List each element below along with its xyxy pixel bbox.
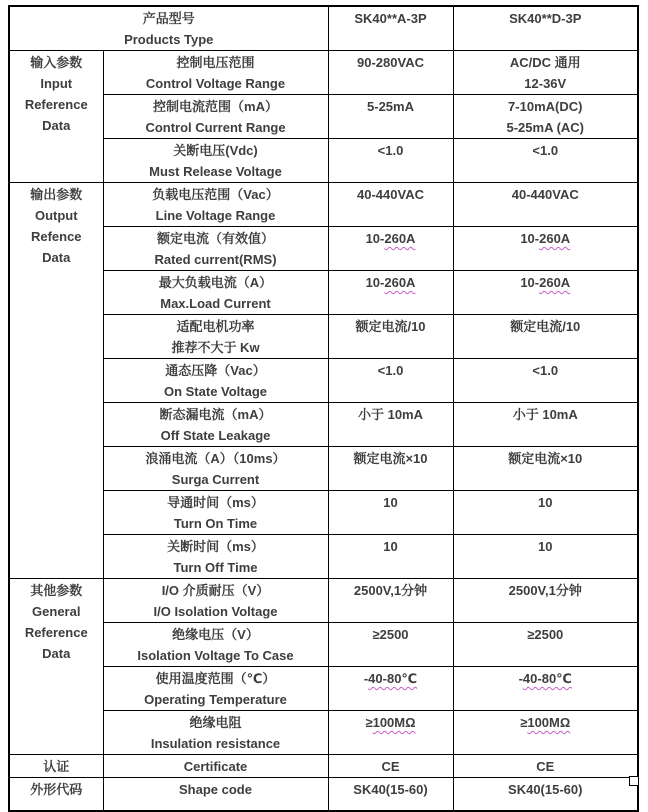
- value-cell-a: [328, 579, 453, 623]
- parameter-name-cell: [103, 535, 328, 579]
- value-line: 90-280VAC: [357, 55, 424, 70]
- parameter-name-en: I/O Isolation Voltage: [153, 604, 278, 619]
- parameter-name-cell: [103, 271, 328, 315]
- parameter-name-zh: I/O 介质耐压（V）: [161, 583, 270, 598]
- value-line: [331, 712, 451, 733]
- value-line: 10: [383, 539, 398, 554]
- cert-label-cell: [103, 755, 328, 778]
- value-cell-d: [453, 535, 638, 579]
- cert-category-cell: [9, 755, 103, 778]
- table-row: [9, 315, 638, 359]
- parameter-name-cell: [103, 447, 328, 491]
- value-line: [331, 272, 451, 293]
- parameter-name-zh: 通态压降（Vac）: [165, 363, 266, 378]
- parameter-name-zh: 绝缘电阻: [189, 715, 242, 730]
- parameter-name-zh: 控制电流范围（mA）: [153, 99, 278, 114]
- value-line: [331, 228, 451, 249]
- value-line: [456, 272, 636, 293]
- value-line: 7-10mA(DC): [508, 99, 583, 114]
- value-cell-d: [453, 51, 638, 95]
- footer-value-a: SK40(15-60): [353, 782, 428, 797]
- spellcheck-squiggle-text: 260A: [384, 275, 416, 290]
- value-cell-d: [453, 579, 638, 623]
- value-line: [456, 712, 636, 733]
- value-line: 2500V,1分钟: [508, 583, 582, 598]
- section-category-line: Data: [42, 118, 71, 133]
- section-category-line: 其他参数: [30, 583, 83, 598]
- parameter-name-cell: [103, 667, 328, 711]
- section-category-line: 输入参数: [30, 55, 83, 70]
- value-line: <1.0: [377, 363, 404, 378]
- table-row: [9, 535, 638, 579]
- value-line: 额定电流/10: [355, 319, 426, 334]
- spec-table-body: [9, 6, 638, 811]
- parameter-name-zh: 适配电机功率: [176, 319, 255, 334]
- spellcheck-squiggle-text: 40-80℃: [368, 671, 418, 686]
- value-text: ≥: [520, 715, 528, 730]
- parameter-name-cell: [103, 359, 328, 403]
- value-text: -: [518, 671, 523, 686]
- parameter-name-zh: 额定电流（有效值）: [156, 231, 274, 246]
- section-1-category-cell: [9, 183, 103, 579]
- value-cell-a: [328, 183, 453, 227]
- value-text: 10-: [520, 231, 540, 246]
- value-cell-a: [328, 447, 453, 491]
- value-cell-d: [453, 271, 638, 315]
- value-cell-d: [453, 491, 638, 535]
- spellcheck-squiggle-text: 260A: [539, 275, 571, 290]
- value-cell-d: [453, 623, 638, 667]
- parameter-name-zh: 断态漏电流（mA）: [159, 407, 272, 422]
- footer-value-d: SK40(15-60): [508, 782, 583, 797]
- parameter-name-en: Rated current(RMS): [154, 252, 277, 267]
- parameter-name-zh: 浪涌电流（A）（10ms）: [145, 451, 286, 466]
- spellcheck-squiggle-text: 260A: [539, 231, 571, 246]
- product-type-zh: 产品型号: [142, 11, 195, 26]
- footer-category-zh: 认证: [43, 759, 70, 774]
- parameter-name-cell: [103, 315, 328, 359]
- value-cell-d: [453, 447, 638, 491]
- value-line: 40-440VAC: [511, 187, 579, 202]
- value-text: -: [363, 671, 369, 686]
- value-cell-a: [328, 271, 453, 315]
- value-cell-d: [453, 95, 638, 139]
- model-d-header-cell: [453, 6, 638, 51]
- value-line: 10: [538, 495, 553, 510]
- product-type-en: Products Type: [124, 32, 214, 47]
- parameter-name-en: 推荐不大于 Kw: [171, 340, 260, 355]
- value-text: ≥: [365, 715, 373, 730]
- parameter-name-cell: [103, 491, 328, 535]
- value-line: 2500V,1分钟: [353, 583, 428, 598]
- value-line: 小于 10mA: [512, 407, 578, 422]
- value-cell-a: [328, 535, 453, 579]
- model-d-label: SK40**D-3P: [509, 11, 582, 26]
- value-line: [456, 228, 636, 249]
- table-row: [9, 183, 638, 227]
- spellcheck-squiggle-text: 40-80℃: [522, 671, 572, 686]
- parameter-name-zh: 负载电压范围（Vac）: [152, 187, 279, 202]
- value-line: 40-440VAC: [357, 187, 424, 202]
- value-line: [331, 668, 451, 689]
- value-cell-a: [328, 667, 453, 711]
- value-cell-a: [328, 623, 453, 667]
- value-line: ≥2500: [527, 627, 564, 642]
- section-category-line: Output: [34, 208, 78, 223]
- shape-row: [9, 778, 638, 811]
- parameter-name-en: On State Voltage: [163, 384, 268, 399]
- value-cell-a: [328, 51, 453, 95]
- product-type-header-cell: [9, 6, 328, 51]
- parameter-name-en: Surga Current: [171, 472, 260, 487]
- section-category-line: 输出参数: [30, 187, 83, 202]
- value-line: 12-36V: [524, 76, 567, 91]
- value-line: 5-25mA: [367, 99, 414, 114]
- value-line: <1.0: [532, 143, 559, 158]
- parameter-name-zh: 绝缘电压（V）: [172, 627, 259, 642]
- section-category-line: Data: [42, 646, 71, 661]
- parameter-name-zh: 最大负载电流（A）: [158, 275, 273, 290]
- value-line: 10: [383, 495, 398, 510]
- footer-value-d: CE: [536, 759, 555, 774]
- parameter-name-en: Must Release Voltage: [149, 164, 282, 179]
- table-row: [9, 51, 638, 95]
- value-line: AC/DC 通用: [509, 55, 581, 70]
- shape-value-cell-a: [328, 778, 453, 811]
- parameter-name-cell: [103, 403, 328, 447]
- section-category-line: General: [32, 604, 81, 619]
- cert-row: [9, 755, 638, 778]
- footer-category-zh: 外形代码: [30, 782, 83, 797]
- table-row: [9, 227, 638, 271]
- value-cell-a: [328, 315, 453, 359]
- table-row: [9, 491, 638, 535]
- table-row: [9, 139, 638, 183]
- parameter-name-en: Line Voltage Range: [155, 208, 276, 223]
- value-line: 额定电流×10: [508, 451, 583, 466]
- value-text: 10-: [365, 275, 385, 290]
- parameter-name-cell: [103, 623, 328, 667]
- table-row: [9, 667, 638, 711]
- value-cell-d: [453, 359, 638, 403]
- value-cell-a: [328, 359, 453, 403]
- parameter-name-zh: 关断时间（ms）: [167, 539, 264, 554]
- parameter-name-cell: [103, 711, 328, 755]
- shape-value-cell-d: [453, 778, 638, 811]
- spec-table: [8, 5, 639, 812]
- table-row: [9, 579, 638, 623]
- section-2-category-cell: [9, 579, 103, 755]
- value-cell-d: [453, 315, 638, 359]
- spellcheck-squiggle-text: 100MΩ: [372, 715, 416, 730]
- table-resize-handle[interactable]: [629, 776, 639, 786]
- parameter-name-zh: 导通时间（ms）: [167, 495, 264, 510]
- value-cell-a: [328, 403, 453, 447]
- table-row: [9, 447, 638, 491]
- section-category-line: Data: [42, 250, 71, 265]
- parameter-name-en: Control Voltage Range: [145, 76, 286, 91]
- shape-label-cell: [103, 778, 328, 811]
- value-line: [456, 668, 636, 689]
- value-cell-a: [328, 491, 453, 535]
- table-row: [9, 95, 638, 139]
- value-cell-d: [453, 403, 638, 447]
- parameter-name-cell: [103, 579, 328, 623]
- value-line: 10: [538, 539, 553, 554]
- value-line: 额定电流/10: [510, 319, 581, 334]
- value-text: 10-: [520, 275, 540, 290]
- section-category-line: Reference: [24, 97, 88, 112]
- section-category-line: Refence: [30, 229, 82, 244]
- parameter-name-en: Insulation resistance: [150, 736, 281, 751]
- value-cell-a: [328, 227, 453, 271]
- footer-value-a: CE: [381, 759, 400, 774]
- section-0-category-cell: [9, 51, 103, 183]
- parameter-name-en: Operating Temperature: [144, 692, 287, 707]
- parameter-name-en: Turn Off Time: [173, 560, 258, 575]
- value-cell-d: [453, 183, 638, 227]
- value-cell-d: [453, 139, 638, 183]
- value-cell-a: [328, 711, 453, 755]
- parameter-name-zh: 使用温度范围（℃）: [155, 671, 276, 686]
- parameter-name-cell: [103, 227, 328, 271]
- value-line: 5-25mA (AC): [506, 120, 585, 135]
- parameter-name-cell: [103, 183, 328, 227]
- value-line: <1.0: [532, 363, 559, 378]
- parameter-name-cell: [103, 139, 328, 183]
- spellcheck-squiggle-text: 260A: [384, 231, 416, 246]
- parameter-name-zh: 控制电压范围: [176, 55, 255, 70]
- value-line: 小于 10mA: [357, 407, 424, 422]
- value-cell-d: [453, 711, 638, 755]
- value-text: 10-: [365, 231, 385, 246]
- parameter-name-en: Turn On Time: [173, 516, 258, 531]
- value-cell-d: [453, 667, 638, 711]
- value-line: ≥2500: [372, 627, 409, 642]
- section-category-line: Input: [40, 76, 73, 91]
- model-a-header-cell: [328, 6, 453, 51]
- section-category-line: Reference: [24, 625, 88, 640]
- value-cell-a: [328, 139, 453, 183]
- value-cell-d: [453, 227, 638, 271]
- table-row: [9, 711, 638, 755]
- parameter-name-cell: [103, 95, 328, 139]
- value-line: 额定电流×10: [353, 451, 428, 466]
- spec-sheet: [8, 5, 639, 812]
- parameter-name-cell: [103, 51, 328, 95]
- value-line: <1.0: [377, 143, 404, 158]
- table-row: [9, 403, 638, 447]
- parameter-name-en: Control Current Range: [145, 120, 286, 135]
- parameter-name-en: Off State Leakage: [160, 428, 271, 443]
- cert-value-cell-a: [328, 755, 453, 778]
- table-row: [9, 623, 638, 667]
- model-a-label: SK40**A-3P: [354, 11, 427, 26]
- shape-category-cell: [9, 778, 103, 811]
- parameter-name-zh: 关断电压(Vdc): [173, 143, 258, 158]
- header-row: [9, 6, 638, 51]
- footer-label: Shape code: [179, 782, 252, 797]
- parameter-name-en: Isolation Voltage To Case: [137, 648, 294, 663]
- parameter-name-en: Max.Load Current: [160, 296, 271, 311]
- spellcheck-squiggle-text: 100MΩ: [527, 715, 571, 730]
- cert-value-cell-d: [453, 755, 638, 778]
- footer-label: Certificate: [183, 759, 248, 774]
- table-row: [9, 271, 638, 315]
- value-cell-a: [328, 95, 453, 139]
- table-row: [9, 359, 638, 403]
